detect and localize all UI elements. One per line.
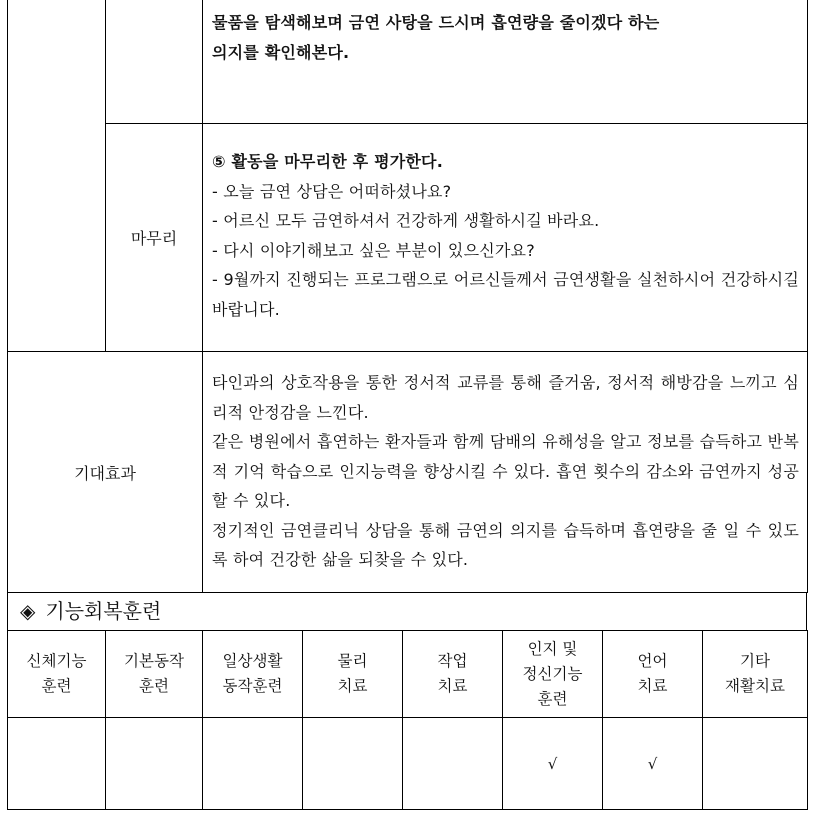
header-basic-motion: 기본동작 훈련 xyxy=(106,631,203,718)
previous-step-line: 의지를 확인해본다. xyxy=(212,42,350,62)
previous-step-line: 물품을 탐색해보며 금연 사탕을 드시며 흡연량을 줄이겠다 하는 xyxy=(212,13,660,32)
check-mark-cognitive: √ xyxy=(503,718,603,810)
check-cell-physical-therapy xyxy=(303,718,403,810)
closing-line: - 어르신 모두 금연하셔서 건강하게 생활하시길 바라요. xyxy=(212,211,600,230)
header-speech-therapy: 언어 치료 xyxy=(603,631,703,718)
check-cell-basic-motion xyxy=(106,718,203,810)
previous-step-content xyxy=(203,0,808,124)
expected-effect-label: 기대효과 xyxy=(8,352,203,593)
header-other-rehab: 기타 재활치료 xyxy=(703,631,808,718)
expected-effect-content xyxy=(203,352,808,593)
training-header-row xyxy=(8,631,808,718)
diamond-icon: ◈ xyxy=(20,599,36,623)
check-cell-other-rehab xyxy=(703,718,808,810)
closing-line: - 오늘 금연 상담은 어떠하셨나요? xyxy=(212,181,452,201)
closing-line: - 9월까지 진행되는 프로그램으로 어르신들께서 금연생활을 실천하시어 건강하시길 바랍니다. xyxy=(212,270,799,319)
training-check-row xyxy=(8,718,808,810)
section-title-text: 기능회복훈련 xyxy=(45,599,162,623)
closing-content xyxy=(203,124,808,352)
closing-label: 마무리 xyxy=(106,124,203,352)
header-physical-function: 신체기능 훈련 xyxy=(8,631,106,718)
expected-effect-paragraph: 타인과의 상호작용을 통한 정서적 교류를 통해 즐거움, 정서적 해방감을 느끼고 심리적 안정감을 느낀다. xyxy=(212,373,799,422)
closing-row xyxy=(8,124,808,352)
left-merged-cell xyxy=(8,0,106,352)
header-physical-therapy: 물리 치료 xyxy=(303,631,403,718)
header-cognitive-mental: 인지 및 정신기능 훈련 xyxy=(503,631,603,718)
section-title xyxy=(7,592,807,630)
rehab-training-table xyxy=(7,630,808,810)
closing-heading: ⑤ 활동을 마무리한 후 평가한다. xyxy=(212,152,443,171)
header-occupational-therapy: 작업 치료 xyxy=(403,631,503,718)
check-cell-physical-function xyxy=(8,718,106,810)
expected-effect-paragraph: 같은 병원에서 흡연하는 환자들과 함께 담배의 유해성을 알고 정보를 습득하고 반복적 기억 학습으로 인지능력을 향상시킬 수 있다. 흡연 횟수의 감소와 금연까지 성공 할 수 있다. xyxy=(212,432,799,510)
check-cell-daily-living xyxy=(203,718,303,810)
check-cell-occupational-therapy xyxy=(403,718,503,810)
check-mark-speech: √ xyxy=(603,718,703,810)
header-daily-living: 일상생활 동작훈련 xyxy=(203,631,303,718)
expected-effect-paragraph: 정기적인 금연클리닉 상담을 통해 금연의 의지를 습득하며 흡연량을 줄 일 수 있도록 하여 건강한 삶을 되찾을 수 있다. xyxy=(212,520,799,569)
previous-step-label-cell xyxy=(106,0,203,124)
closing-line: - 다시 이야기해보고 싶은 부분이 있으신가요? xyxy=(212,240,535,260)
program-plan-table xyxy=(7,0,808,593)
expected-effect-row xyxy=(8,352,808,593)
previous-step-row xyxy=(8,0,808,124)
